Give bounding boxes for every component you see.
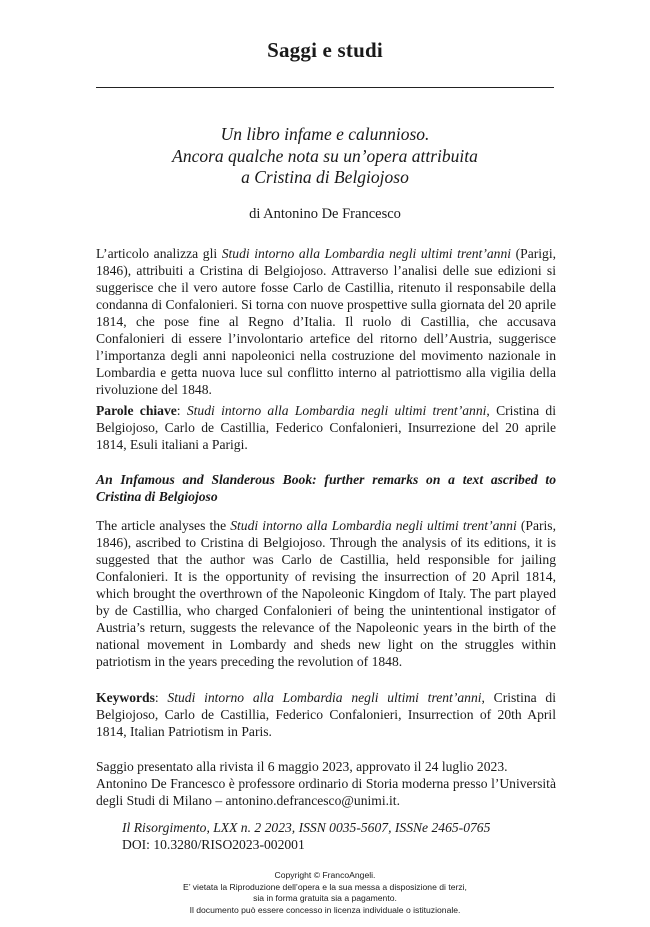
copyright-line: sia in forma gratuita sia a pagamento. (253, 893, 397, 903)
abstract-text: (Parigi, 1846), attribuiti a Cristina di Belgiojoso. Attraverso l’analisi delle sue edizioni si suggerisce che il vero autore fosse Carlo de Castillia, ritenuto il responsabile della condanna di Confalonieri. Si torna con nuove prospettive sulla giornata del 20 aprile 1814, che pose fine al Regno d’Italia. Il ruolo di Castillia, che accusava Confalonieri di essere l’involontario artefice del ritorno dell’Austria, suggerisce l’importanza degli anni napoleonici nella costruzione del movimento nazionale in Lombardia e getta nuova luce sul conflitto interno al patriottismo alla vigilia della rivoluzione del 1848. (96, 246, 557, 397)
submission-dates: Saggio presentato alla rivista il 6 maggio 2023, approvato il 24 luglio 2023. (96, 759, 508, 774)
journal-citation (122, 819, 552, 853)
work-title: Studi intorno alla Lombardia negli ultimi trent’anni (186, 403, 487, 418)
copyright-notice (0, 870, 650, 916)
keywords-separator: : (154, 690, 168, 705)
article-title (80, 124, 570, 189)
keywords-text: , Cristina di Belgiojoso, Carlo de Castillia, Federico Confalonieri, Insurrection of 20th April 1814, Italian Patriotism in Paris. (96, 690, 556, 739)
author-byline: di Antonino De Francesco (249, 206, 401, 222)
article-title-line: a Cristina di Belgiojoso (241, 167, 409, 187)
abstract-english (96, 517, 556, 670)
section-title: Saggi e studi (267, 38, 383, 62)
work-title: Studi intorno alla Lombardia negli ultimi trent’anni (230, 518, 517, 533)
journal-issn: Il Risorgimento, LXX n. 2 2023, ISSN 0035-5607, ISSNe 2465-0765 (122, 820, 491, 835)
abstract-italian (96, 245, 556, 398)
work-title: Studi intorno alla Lombardia negli ultimi trent’anni (221, 246, 512, 261)
abstract-text: L’articolo analizza gli (96, 246, 222, 261)
keywords-label: Keywords (96, 690, 155, 705)
copyright-line: Il documento può essere concesso in licenza individuale o istituzionale. (189, 904, 461, 915)
abstract-text: The article analyses the (96, 518, 231, 533)
submission-info (96, 758, 556, 809)
abstract-text: (Paris, 1846), ascribed to Cristina di Belgiojoso. Through the analysis of its editions, it is suggested that the author was Carlo de Castillia, held responsible for jailing Confalonieri. It is the opportunity of revising the insurrection of 20 April 1814, which brought the overthrown of the Napoleonic Kingdom of Italy. The part played by de Castillia, who charged Confalonieri of being the unintentional instigator of Austria’s return, suggests the relevance of the Napoleonic years in the birth of the national movement in Lombardy and sheds new light on the struggles within patriotism in the years preceding the revolution of 1848. (96, 518, 556, 669)
title-rule (96, 87, 554, 88)
article-title-line: Ancora qualche nota su un’opera attribuita (172, 145, 478, 166)
copyright-line: E’ vietata la Riproduzione dell’opera e la sua messa a disposizione di terzi, (183, 881, 467, 892)
keywords-label: Parole chiave (96, 403, 177, 418)
keywords-italian (96, 402, 556, 453)
article-title-line: Un libro infame e calunnioso. (220, 124, 430, 144)
copyright-line: Copyright © FrancoAngeli. (274, 870, 376, 880)
keywords-separator: : (176, 403, 187, 418)
author-affiliation: Antonino De Francesco è professore ordinario di Storia moderna presso l’Università degli Studi di Milano – antonino.defrancesco@unimi.it. (96, 776, 556, 808)
keywords-text: , Cristina di Belgiojoso, Carlo de Castillia, Federico Confalonieri, Insurrezione del 20 aprile 1814, Esuli italiani a Parigi. (96, 403, 556, 452)
keywords-english (96, 689, 556, 740)
english-title: An Infamous and Slanderous Book: further remarks on a text ascribed to Cristina di Belgiojoso (96, 472, 556, 504)
doi: DOI: 10.3280/RISO2023-002001 (122, 837, 305, 852)
work-title: Studi intorno alla Lombardia negli ultimi trent’anni (167, 690, 482, 705)
